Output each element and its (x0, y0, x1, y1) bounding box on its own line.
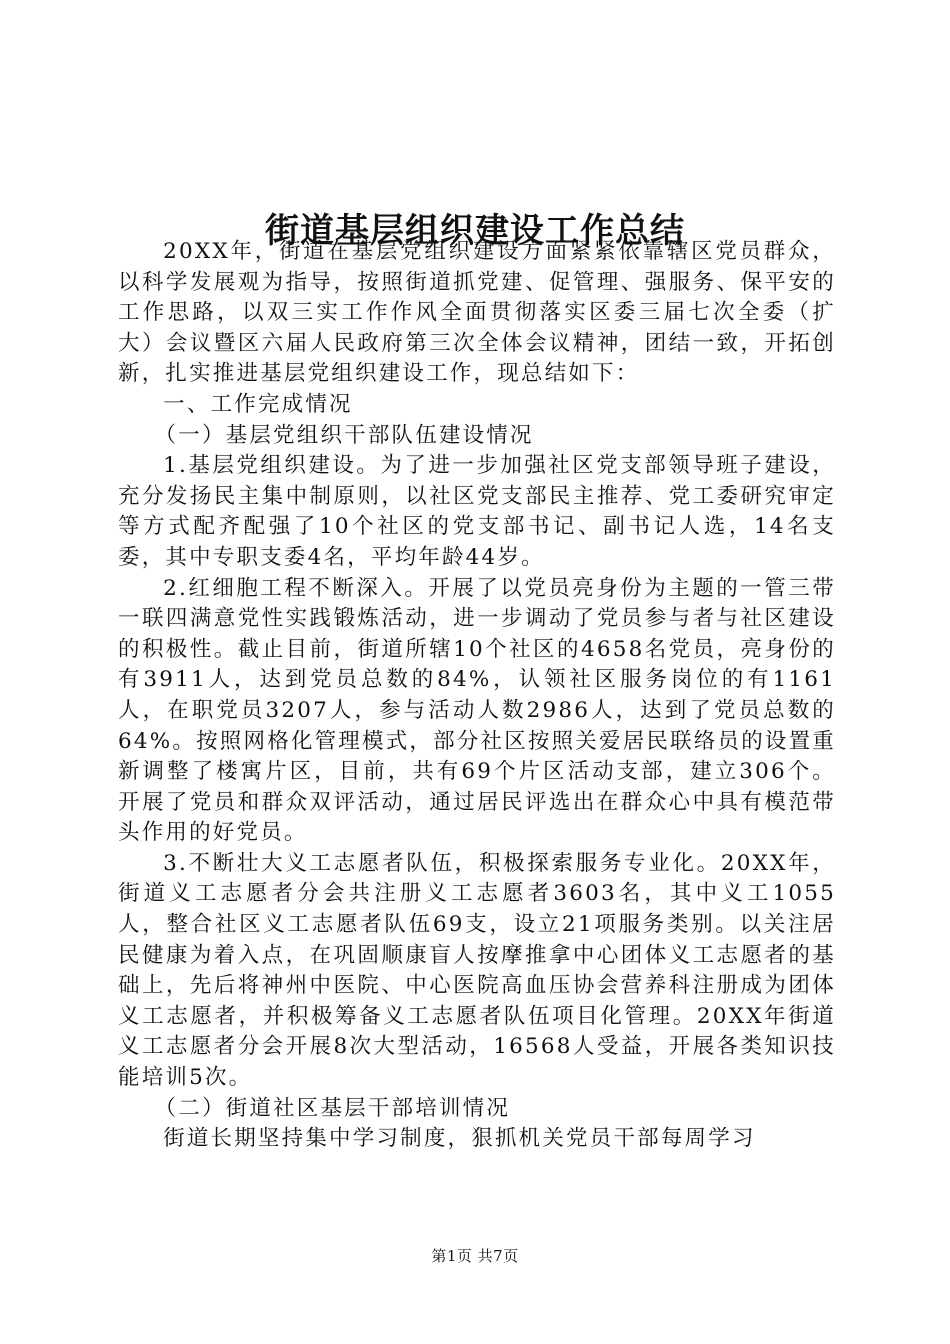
subsection-heading-2: （二）街道社区基层干部培训情况 (154, 1095, 511, 1121)
paragraph-item-1: 1.基层党组织建设。为了进一步加强社区党支部领导班子建设，充分发扬民主集中制原则，以社区党支部民主推荐、党工委研究审定等方式配齐配强了10个社区的党支部书记、副书记人选，14名支委，其中专职支委4名，平均年龄44岁。 (118, 453, 836, 570)
paragraph-item-2: 2.红细胞工程不断深入。开展了以党员亮身份为主题的一管三带一联四满意党性实践锻炼活动，进一步调动了党员参与者与社区建设的积极性。截止目前，街道所辖10个社区的4658名党员，亮身份的有3911人，达到党员总数的84%，认领社区服务岗位的有1161人，在职党员3207人，参与活动人数2986人，达到了党员总数的64%。按照网格化管理模式，部分社区按照关爱居民联络员的设置重新调整了楼寓片区，目前，共有69个片区活动支部，建立306个。开展了党员和群众双评活动，通过居民评选出在群众心中具有模范带头作用的好党员。 (118, 575, 836, 846)
section-heading: 一、工作完成情况 (163, 391, 353, 417)
document-title: 街道基层组织建设工作总结 (265, 210, 685, 251)
paragraph-intro: 20XX年，街道在基层党组织建设方面紧紧依靠辖区党员群众，以科学发展观为指导，按照街道抓党建、促管理、强服务、保平安的工作思路，以双三实工作作风全面贯彻落实区委三届七次全委（扩大）会议暨区六届人民政府第三次全体会议精神，团结一致，开拓创新，扎实推进基层党组织建设工作，现总结如下： (118, 239, 836, 387)
subsection-heading: （一）基层党组织干部队伍建设情况 (154, 422, 534, 448)
paragraph-item-3: 3.不断壮大义工志愿者队伍，积极探索服务专业化。20XX年，街道义工志愿者分会共注册义工志愿者3603名，其中义工1055人，整合社区义工志愿者队伍69支，设立21项服务类别。以关注居民健康为着入点，在巩固顺康盲人按摩推拿中心团体义工志愿者的基础上，先后将神州中医院、中心医院高血压协会营养科注册成为团体义工志愿者，并积极筹备义工志愿者队伍项目化管理。20XX年街道义工志愿者分会开展8次大型活动，16568人受益，开展各类知识技能培训5次。 (118, 850, 836, 1091)
page-footer: 第1页 共7页 (431, 1247, 519, 1265)
document-body (118, 237, 836, 1155)
paragraph-training: 街道长期坚持集中学习制度，狠抓机关党员干部每周学习 (163, 1126, 756, 1152)
